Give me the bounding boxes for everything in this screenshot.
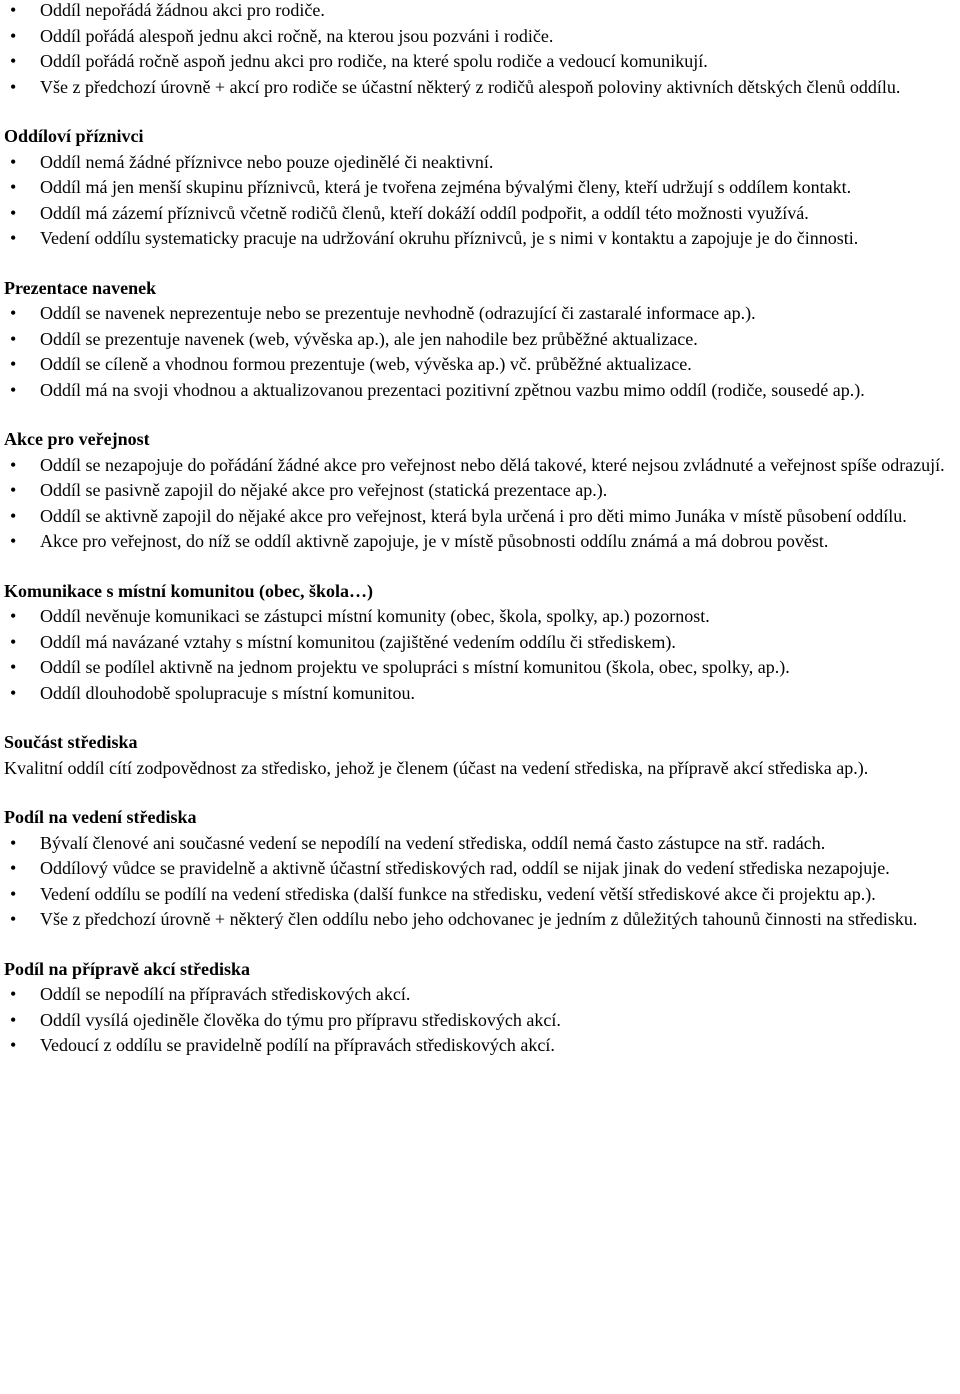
bullet-icon: •: [10, 1009, 17, 1030]
bullet-icon: •: [10, 883, 17, 904]
bullet-icon: •: [10, 0, 17, 20]
bullet-icon: •: [10, 328, 17, 349]
bullet-icon: •: [10, 354, 17, 374]
list-item: • Vedoucí z oddílu se pravidelně podílí na přípravách střediskových akcí.: [4, 1033, 960, 1059]
list-item: • Oddíl se aktivně zapojil do nějaké akce pro veřejnost, která byla určená i pro děti mimo Junáka v místě působení oddílu.: [4, 504, 960, 530]
centre-leadership-list: [4, 831, 960, 933]
bullet-icon: •: [10, 1035, 17, 1055]
bullet-icon: •: [10, 51, 17, 71]
list-item: • Oddíl se podílel aktivně na jednom projektu ve spolupráci s místní komunitou (škola, obec, spolky, ap.).: [4, 655, 960, 681]
section-paragraph: Kvalitní oddíl cítí zodpovědnost za středisko, jehož je členem (účast na vedení střediska, na přípravě akcí střediska ap.).: [4, 757, 869, 778]
section-heading: Akce pro veřejnost: [4, 429, 150, 449]
bullet-icon: •: [10, 606, 17, 626]
list-item: • Oddíl se prezentuje navenek (web, vývěska ap.), ale jen nahodile bez průběžné aktualizace.: [4, 327, 960, 353]
bullet-icon: •: [10, 631, 17, 652]
section-centre-leadership: [4, 805, 960, 933]
list-item: • Oddíl nepořádá žádnou akci pro rodiče.: [4, 0, 960, 24]
parents-list: [4, 0, 960, 100]
bullet-icon: •: [10, 984, 17, 1004]
bullet-icon: •: [10, 480, 17, 500]
list-item: • Oddíl pořádá alespoň jednu akci ročně, na kterou jsou pozváni i rodiče.: [4, 24, 960, 50]
bullet-icon: •: [10, 379, 17, 400]
list-item: • Oddílový vůdce se pravidelně a aktivně účastní střediskových rad, oddíl se nijak jinak do vedení střediska nezapojuje.: [4, 856, 960, 882]
section-heading: Součást střediska: [4, 732, 138, 752]
supporters-list: [4, 150, 960, 252]
list-item: • Bývalí členové ani současné vedení se nepodílí na vedení střediska, oddíl nemá často zástupce na stř. radách.: [4, 831, 960, 857]
section-centre-events: [4, 957, 960, 1059]
bullet-icon: •: [10, 909, 17, 929]
list-item: • Oddíl má jen menší skupinu příznivců, která je tvořena zejména bývalými členy, kteří udržují s oddílem kontakt.: [4, 175, 960, 201]
bullet-icon: •: [10, 202, 17, 223]
list-item: • Oddíl má na svoji vhodnou a aktualizovanou prezentaci pozitivní zpětnou vazbu mimo oddíl (rodiče, sousedé ap.).: [4, 378, 960, 404]
bullet-icon: •: [10, 657, 17, 677]
public-events-list: [4, 453, 960, 555]
list-item: • Oddíl se nezapojuje do pořádání žádné akce pro veřejnost nebo dělá takové, které nejsou zvládnuté a veřejnost spíše odrazují.: [4, 453, 960, 479]
centre-events-list: [4, 982, 960, 1059]
list-item: • Oddíl vysílá ojediněle člověka do týmu pro přípravu střediskových akcí.: [4, 1008, 960, 1034]
list-item: • Oddíl dlouhodobě spolupracuje s místní komunitou.: [4, 681, 960, 707]
bullet-icon: •: [10, 505, 17, 526]
list-item: • Vedení oddílu systematicky pracuje na udržování okruhu příznivců, je s nimi v kontaktu a zapojuje je do činnosti.: [4, 226, 960, 252]
list-item: • Vše z předchozí úrovně + některý člen oddílu nebo jeho odchovanec je jedním z důležitých tahounů činnosti na středisku.: [4, 907, 960, 933]
list-item: • Oddíl má navázané vztahy s místní komunitou (zajištěné vedením oddílu či střediskem).: [4, 630, 960, 656]
list-item: • Oddíl pořádá ročně aspoň jednu akci pro rodiče, na které spolu rodiče a vedoucí komunikují.: [4, 49, 960, 75]
section-heading: Komunikace s místní komunitou (obec, škola…): [4, 580, 374, 601]
section-supporters: [4, 124, 960, 252]
list-item: • Oddíl má zázemí příznivců včetně rodičů členů, kteří dokáží oddíl podpořit, a oddíl této možnosti využívá.: [4, 201, 960, 227]
bullet-icon: •: [10, 25, 17, 46]
section-parents: [4, 0, 960, 100]
list-item: • Akce pro veřejnost, do níž se oddíl aktivně zapojuje, je v místě působnosti oddílu známá a má dobrou pověst.: [4, 529, 960, 555]
bullet-icon: •: [10, 531, 17, 551]
section-presentation: [4, 276, 960, 404]
section-local-community: [4, 579, 960, 707]
list-item: • Vedení oddílu se podílí na vedení střediska (další funkce na středisku, vedení větší střediskové akce či projektu ap.).: [4, 882, 960, 908]
list-item: • Oddíl se pasivně zapojil do nějaké akce pro veřejnost (statická prezentace ap.).: [4, 478, 960, 504]
section-part-of-centre: [4, 730, 960, 781]
bullet-icon: •: [10, 454, 17, 475]
list-item: • Oddíl se navenek neprezentuje nebo se prezentuje nevhodně (odrazující či zastaralé informace ap.).: [4, 301, 960, 327]
bullet-icon: •: [10, 76, 17, 97]
section-heading: Podíl na přípravě akcí střediska: [4, 958, 251, 979]
bullet-icon: •: [10, 832, 17, 853]
section-heading: Podíl na vedení střediska: [4, 807, 197, 827]
list-item: • Oddíl se nepodílí na přípravách střediskových akcí.: [4, 982, 960, 1008]
presentation-list: [4, 301, 960, 403]
bullet-icon: •: [10, 858, 17, 878]
list-item: • Oddíl nemá žádné příznivce nebo pouze ojedinělé či neaktivní.: [4, 150, 960, 176]
section-public-events: [4, 427, 960, 555]
bullet-icon: •: [10, 151, 17, 172]
section-heading: Oddíloví příznivci: [4, 126, 144, 146]
local-community-list: [4, 604, 960, 706]
list-item: • Vše z předchozí úrovně + akcí pro rodiče se účastní některý z rodičů alespoň poloviny aktivních dětských členů oddílu.: [4, 75, 960, 101]
list-item: • Oddíl nevěnuje komunikaci se zástupci místní komunity (obec, škola, spolky, ap.) pozornost.: [4, 604, 960, 630]
bullet-icon: •: [10, 682, 17, 703]
bullet-icon: •: [10, 177, 17, 197]
section-heading: Prezentace navenek: [4, 277, 157, 298]
bullet-icon: •: [10, 303, 17, 323]
list-item: • Oddíl se cíleně a vhodnou formou prezentuje (web, vývěska ap.) vč. průběžné aktualizace.: [4, 352, 960, 378]
bullet-icon: •: [10, 228, 17, 248]
